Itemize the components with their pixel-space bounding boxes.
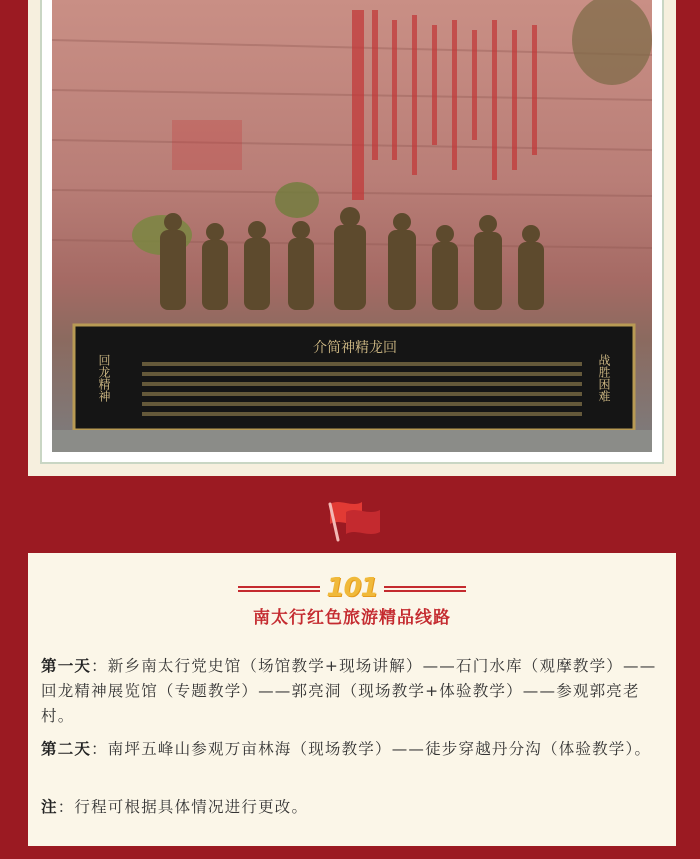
red-flag-icon [324, 492, 388, 544]
section-title: 南太行红色旅游精品线路 [253, 608, 451, 628]
photo-card [28, 0, 676, 476]
monument-photo [52, 0, 652, 452]
monument-illustration [52, 0, 652, 452]
day2-paragraph [41, 737, 663, 762]
plaque-right-text: 战胜困难 [597, 354, 611, 402]
note-paragraph [41, 795, 663, 820]
day1-text: ：新乡南太行党史馆（场馆教学+现场讲解）——石门水库（观摩教学）——回龙精神展览馆（专题教学）——郭亮洞（现场教学+体验教学）——参观郭亮老村。 [41, 657, 657, 725]
plaque-left-text: 回龙精神 [97, 354, 111, 402]
day2-text: ：南坪五峰山参观万亩林海（现场教学）——徒步穿越丹分沟（体验教学）。 [91, 740, 652, 758]
note-label: 注 [41, 798, 58, 816]
itinerary-card [28, 553, 676, 846]
plaque-title: 介简神精龙回 [313, 340, 397, 356]
badge-number: 101 [326, 573, 378, 603]
day1-label: 第一天 [41, 657, 92, 675]
section-badge [28, 575, 676, 601]
day1-paragraph [41, 654, 663, 729]
note-text: ：行程可根据具体情况进行更改。 [57, 798, 309, 816]
badge-line-left [238, 586, 320, 592]
day2-label: 第二天 [41, 740, 92, 758]
badge-line-right [384, 586, 466, 592]
